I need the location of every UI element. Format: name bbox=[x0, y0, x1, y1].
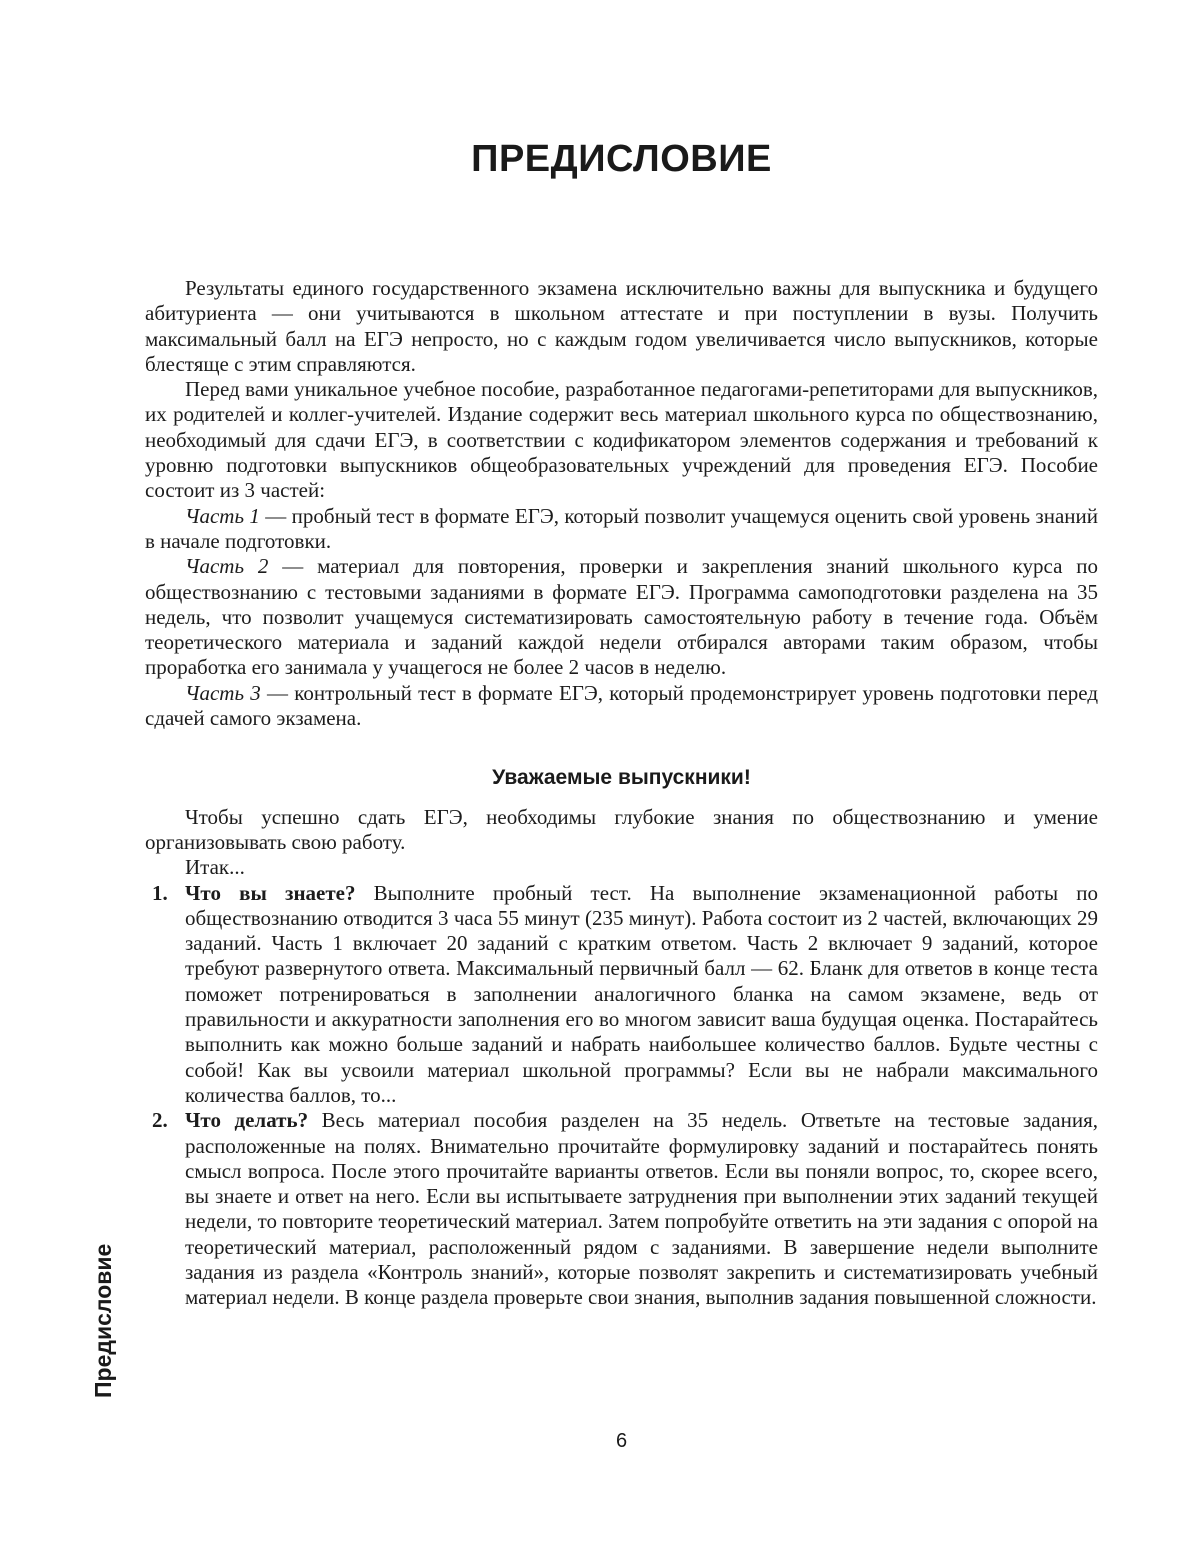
part-1-label: Часть 1 bbox=[185, 503, 260, 528]
paragraph-text: — материал для повторения, проверки и закрепления знаний школьного курса по обществознанию с тестовыми заданиями в формате ЕГЭ. Программа самоподготовки разделена на 35 недель, что позволит учащемуся систематизировать самостоятельную работу в течение года. Объём теоретического материала и заданий каждой недели отбирался авторами таким образом, чтобы проработка его занимала у учащегося не более 2 часов в неделю. bbox=[145, 554, 1099, 680]
list-item-lead: Что вы знаете? bbox=[185, 880, 356, 905]
paragraph bbox=[145, 681, 1098, 732]
paragraph-text: — пробный тест в формате ЕГЭ, который позволит учащемуся оценить свой уровень знаний в начале подготовки. bbox=[145, 503, 1098, 553]
list-item-text: Весь материал пособия разделен на 35 недель. Ответьте на тестовые задания, расположенные на полях. Внимательно прочитайте формулировку заданий и постарайтесь понять смысл вопроса. После этого прочитайте варианты ответов. Если вы поняли вопрос, то, скорее всего, вы знаете и ответ на него. Если вы испытываете затруднения при выполнении этих заданий текущей недели, то повторите теоретический материал. Затем попробуйте ответить на эти задания с опорой на теоретический материал, расположенный рядом с заданиями. В завершение недели выполните задания из раздела «Контроль знаний», которые позволят закрепить и систематизировать учебный материал недели. В конце раздела проверьте свои знания, выполнив задания повышенной сложности. bbox=[185, 1108, 1098, 1310]
part-3-label: Часть 3 bbox=[185, 680, 261, 705]
section-subheading: Уважаемые выпускники! bbox=[492, 766, 751, 790]
part-2-label: Часть 2 bbox=[185, 554, 269, 579]
numbered-list bbox=[145, 881, 1098, 1311]
list-item-number: 2. bbox=[152, 1108, 168, 1133]
paragraph: Итак... bbox=[185, 855, 245, 880]
list-item bbox=[145, 881, 1098, 1109]
page-number: 6 bbox=[615, 1430, 628, 1452]
page-title: ПРЕДИСЛОВИЕ bbox=[471, 138, 772, 180]
paragraph: Перед вами уникальное учебное пособие, разработанное педагогами-репетиторами для выпускников, их родителей и коллег-учителей. Издание содержит весь материал школьного курса по обществознанию, необходимый для сдачи ЕГЭ, в соответствии с кодификатором элементов содержания и требований к уровню подготовки выпускников общеобразовательных учреждений для проведения ЕГЭ. Пособие состоит из 3 частей: bbox=[145, 377, 1098, 503]
chapter-margin-label: Предисловие bbox=[90, 1243, 116, 1398]
list-item bbox=[145, 1108, 1098, 1310]
paragraph: Результаты единого государственного экзамена исключительно важны для выпускника и будущего абитуриента — они учитываются в школьном аттестате и при поступлении в вузы. Получить максимальный балл на ЕГЭ непросто, но с каждым годом увеличивается число выпускников, которые блестяще с этим справляются. bbox=[145, 276, 1098, 376]
list-item-lead: Что делать? bbox=[185, 1108, 309, 1133]
preface-content bbox=[145, 276, 1098, 1311]
paragraph: Чтобы успешно сдать ЕГЭ, необходимы глубокие знания по обществознанию и умение организовывать свою работу. bbox=[145, 804, 1098, 854]
list-item-number: 1. bbox=[152, 880, 168, 905]
paragraph-text: — контрольный тест в формате ЕГЭ, который продемонстрирует уровень подготовки перед сдачей самого экзамена. bbox=[145, 680, 1098, 731]
paragraph bbox=[145, 504, 1098, 555]
paragraph bbox=[145, 554, 1098, 680]
list-item-text: Выполните пробный тест. На выполнение экзаменационной работы по обществознанию отводится 3 часа 55 минут (235 минут). Работа состоит из 2 частей, включающих 29 заданий. Часть 1 включает 20 заданий с кратким ответом. Часть 2 включает 9 заданий, которое требуют развернутого ответа. Максимальный первичный балл — 62. Бланк для ответов в конце теста поможет потренироваться в заполнении аналогичного бланка на самом экзамене, ведь от правильности и аккуратности заполнения его во многом зависит ваша будущая оценка. Постарайтесь выполнить как можно больше заданий и набрать наибольшее количество баллов. Будьте честны с собой! Как вы усвоили материал школьной программы? Если вы не набрали максимального количества баллов, то... bbox=[185, 880, 1098, 1107]
